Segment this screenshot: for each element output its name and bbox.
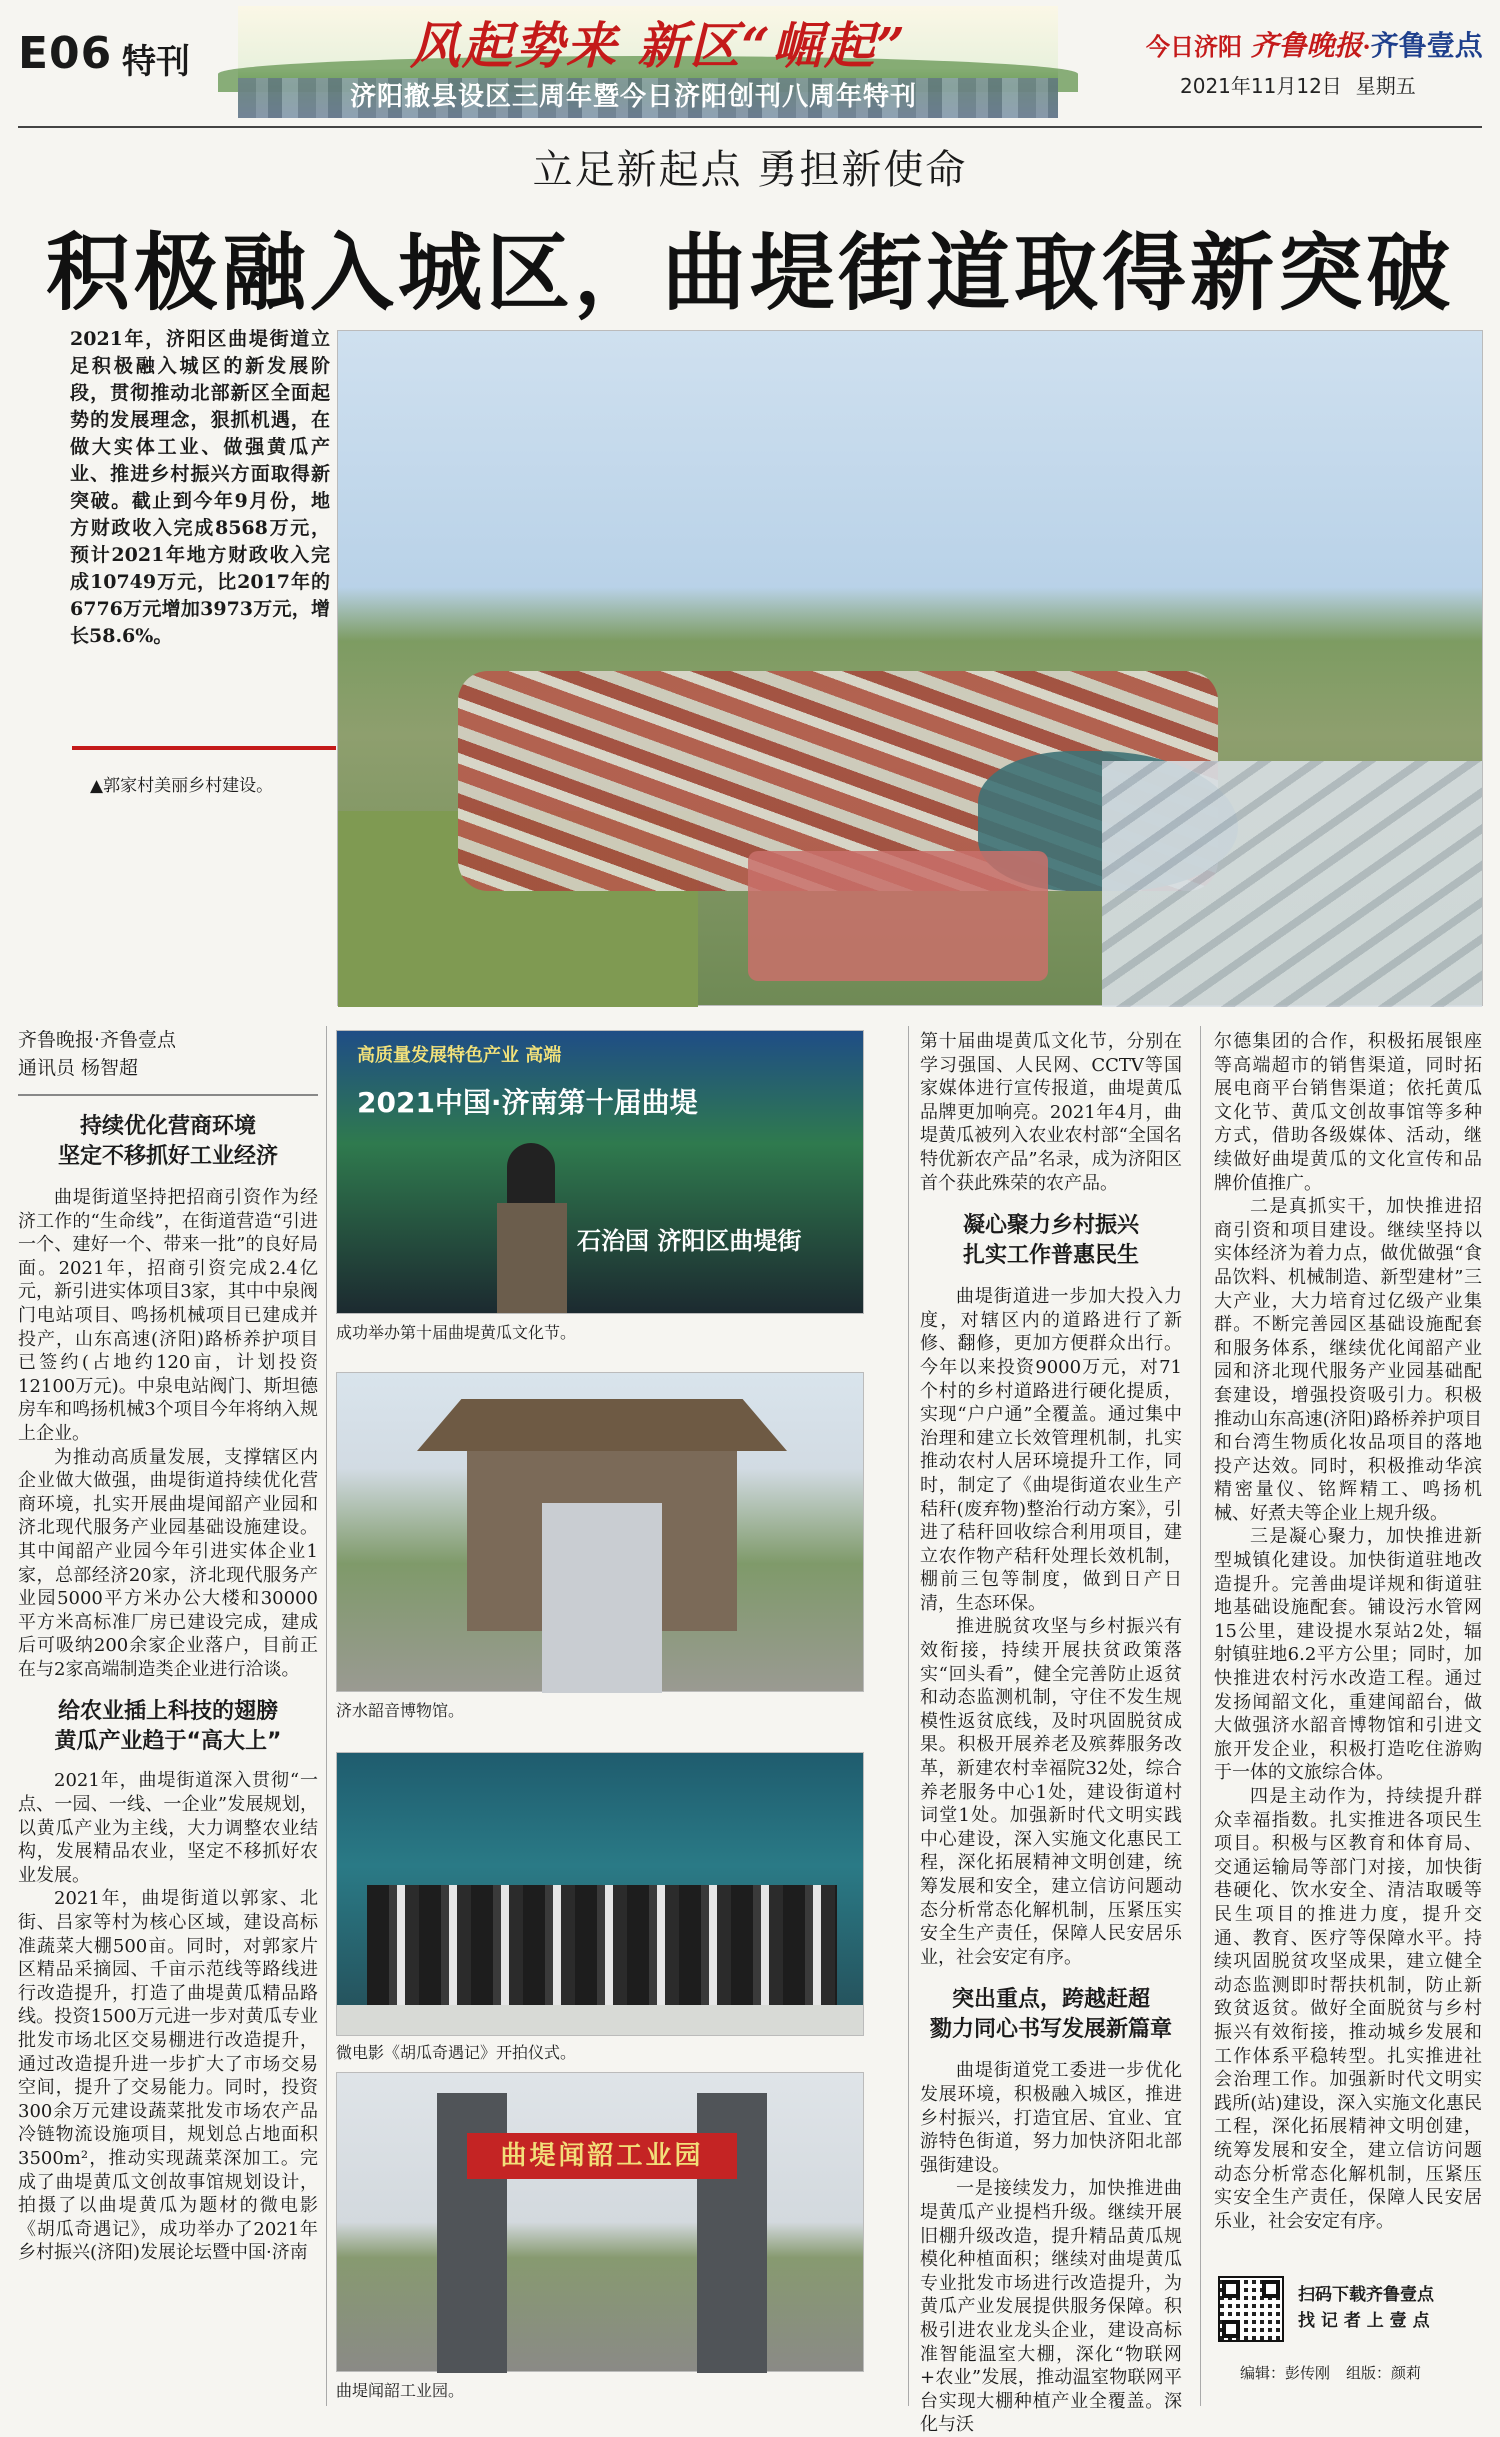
subhead-line: 坚定不移抓好工业经济 xyxy=(57,1144,278,1169)
subhead-line: 凝心聚力乡村振兴 xyxy=(962,1213,1139,1239)
qr-finder xyxy=(1222,2320,1240,2338)
subhead-rural-revival xyxy=(920,1211,1182,1271)
byline-outlet: 齐鲁晚报·齐鲁壹点 xyxy=(18,1029,177,1051)
screen-text-title: 2021中国·济南第十届曲堤 xyxy=(357,1086,698,1119)
column-divider xyxy=(908,1026,909,2406)
weekday-text: 星期五 xyxy=(1355,74,1416,98)
byline-reporter: 通讯员 杨智超 xyxy=(18,1057,139,1079)
column-divider xyxy=(1200,1026,1201,2406)
photo-caption: 济水韶音博物馆。 xyxy=(336,1701,465,1720)
article-paragraph: 推进脱贫攻坚与乡村振兴有效衔接，持续开展扶贫政策落实“回头看”，健全完善防止返贫和动态监测机制，守住不发生规模性返贫底线，及时巩固脱贫成果。积极开展养老及殡葬服务改革，新建农村幸福院32处，综合养老服务中心1处，建设街道村词堂1处。加强新时代文明实践中心建设，深入实施文化惠民工程，深化拓展精神文明创建，统筹发展和安全，建立信访问题动态分析常态化解机制，压紧压实安全生产责任，保障人民安居乐业，社会安定有序。 xyxy=(920,1616,1182,1968)
qr-prompt-line: 找 记 者 上 壹 点 xyxy=(1298,2311,1430,2331)
film-ceremony-photo xyxy=(336,1752,864,2036)
banner-subtitle: 济阳撤县设区三周年暨今日济阳创刊八周年特刊 xyxy=(350,82,918,112)
qr-finder xyxy=(1222,2280,1240,2298)
byline-rule xyxy=(18,1094,318,1096)
layout-editor-name: 组版：颜莉 xyxy=(1346,2364,1422,2382)
brand-qilu-evening: 齐鲁晚报 xyxy=(1250,29,1363,62)
publish-date xyxy=(1180,70,1416,99)
screen-text-top: 高质量发展特色产业 高端 xyxy=(357,1045,562,1066)
subhead-line: 扎实工作普惠民生 xyxy=(962,1243,1139,1269)
banner-slogan: 风起势来 新区“崛起” xyxy=(410,16,907,75)
byline xyxy=(18,1026,318,1082)
subhead-business-env xyxy=(18,1112,318,1172)
stage-floor xyxy=(337,2005,863,2035)
photo-caption: 成功举办第十届曲堤黄瓜文化节。 xyxy=(336,1323,577,1342)
gate-opening xyxy=(542,1503,662,1693)
park-sign: 曲堤闻韶工业园 xyxy=(467,2133,737,2179)
date-text: 2021年11月12日 xyxy=(1180,74,1342,98)
photo-caption: 微电影《胡瓜奇遇记》开拍仪式。 xyxy=(336,2043,577,2062)
column-divider xyxy=(326,1026,327,2406)
editor-name: 编辑：彭传刚 xyxy=(1240,2364,1331,2382)
qr-finder xyxy=(1262,2280,1280,2298)
article-paragraph: 曲堤街道党工委进一步优化发展环境，积极融入城区，推进乡村振兴，打造宜居、宜业、宜游特色街道，努力加快济阳北部强街建设。 xyxy=(920,2060,1182,2176)
article-paragraph: 曲堤街道进一步加大投入力度，对辖区内的道路进行了新修、翻修，更加方便群众出行。今年以来投资9000万元，对71个村的乡村道路进行硬化提质，实现“户户通”全覆盖。通过集中治理和建立长效管理机制，扎实推动农村人居环境提升工作，同时，制定了《曲堤街道农业生产秸秆(废弃物)整治行动方案》，引进了秸秆回收综合利用项目，建立农作物产秸秆处理长效机制，棚前三包等制度，做到日产日清，生态环保。 xyxy=(920,1286,1182,1614)
article-paragraph: 尔德集团的合作，积极拓展银座等高端超市的销售渠道，同时拓展电商平台销售渠道；依托黄瓜文化节、黄瓜文创故事馆等多种方式，借助各级媒体、活动，继续做好曲堤黄瓜的文化宣传和品牌价值推广。 xyxy=(1214,1031,1482,1194)
article-paragraph: 第十届曲堤黄瓜文化节，分别在学习强国、人民网、CCTV等国家媒体进行宣传报道，曲堤黄瓜品牌更加响亮。2021年4月，曲堤黄瓜被列入农业农村部“全国名特优新农产品”名录，成为济阳区首个获此殊荣的农产品。 xyxy=(920,1031,1182,1194)
subhead-line: 持续优化营商环境 xyxy=(79,1114,256,1139)
article-paragraph: 曲堤街道坚持把招商引资作为经济工作的“生命线”，在街道营造“引进一个、建好一个、带来一批”的良好局面。2021年，招商引资完成2.4亿元，新引进实体项目3家，其中中泉阀门电站项目、鸣扬机械项目已建成并投产，山东高速(济阳)路桥养护项目已签约(占地约120亩，计划投资12100万元)。中泉电站阀门、斯坦德房车和鸣扬机械3个项目今年将纳入规上企业。 xyxy=(18,1187,318,1444)
qr-prompt-line: 扫码下载齐鲁壹点 xyxy=(1298,2285,1434,2305)
page-number: E06 xyxy=(18,28,113,79)
screen-text-bottom: 石治国 济阳区曲堤街 xyxy=(577,1227,802,1255)
qr-prompt xyxy=(1298,2282,1482,2334)
gate-roof xyxy=(417,1399,787,1451)
museum-gate-photo xyxy=(336,1372,864,1692)
subhead-agriculture xyxy=(18,1697,318,1757)
article-paragraph: 一是接续发力，加快推进曲堤黄瓜产业提档升级。继续开展旧棚升级改造，提升精品黄瓜规模化种植面积；继续对曲堤黄瓜专业批发市场进行改造提升，为黄瓜产业发展提供服务保障。积极引进农业龙头企业，建设高标准智能温室大棚，深化“物联网+农业”发展，推动温室物联网平台实现大棚种植产业全覆盖。深化与沃 xyxy=(920,2178,1182,2436)
village-aerial-photo xyxy=(337,330,1483,1006)
article-paragraph: 四是主动作为，持续提升群众幸福指数。扎实推进各项民生项目。积极与区教育和体育局、交通运输局等部门对接，加快街巷硬化、饮水安全、清洁取暖等民生项目的推进力度，提升交通、教育、医疗等保障水平。持续巩固脱贫攻坚成果，建立健全动态监测即时帮扶机制，防止新致贫返贫。做好全面脱贫与乡村振兴有效衔接，推动城乡发展和工作体系平稳转型。扎实推进社会治理工作。加强新时代文明实践所(站)建设，深入实施文化惠民工程，深化拓展精神文明创建，统筹发展和安全，建立信访问题动态分析常态化解机制，压紧压实安全生产责任，保障人民安居乐业，社会安定有序。 xyxy=(1214,1786,1482,2232)
header-rule xyxy=(18,126,1482,128)
column-1 xyxy=(18,1112,318,2265)
lead-paragraph: 2021年，济阳区曲堤街道立足积极融入城区的新发展阶段，贯彻推动北部新区全面起势的发展理念，狠抓机遇，在做大实体工业、做强黄瓜产业、推进乡村振兴方面取得新突破。截止到今年9月份，地方财政收入完成8568万元，预计2021年地方财政收入完成10749万元，比2017年的6776万元增加3973万元，增长58.6%。 xyxy=(70,328,330,647)
lectern xyxy=(497,1203,567,1313)
subhead-development xyxy=(920,1985,1182,2045)
subhead-line: 突出重点，跨越赶超 xyxy=(951,1987,1150,2013)
main-headline: 积极融入城区，曲堤街道取得新突破 xyxy=(45,223,1454,322)
kicker-headline: 立足新起点 勇担新使命 xyxy=(532,147,968,193)
article-paragraph: 二是真抓实干，加快推进招商引资和项目建设。继续坚持以实体经济为着力点，做优做强“食品饮料、机械制造、新型建材”三大产业，大力培育过亿级产业集群。不断完善园区基础设施配套和服务体系，继续优化闻韶产业园和济北现代服务产业园基础配套建设，增强投资吸引力。积极推动山东高速(济阳)路桥养护项目和台湾生物质化妆品项目的落地投产达效。同时，积极推动华滨精密量仪、铭辉精工、鸣扬机械、好煮夫等企业上规升级。 xyxy=(1214,1196,1482,1524)
culture-festival-photo xyxy=(336,1030,864,1314)
column-4 xyxy=(1214,1030,1482,2233)
subhead-line: 黄瓜产业趋于“高大上” xyxy=(54,1729,282,1755)
article-paragraph: 为推动高质量发展，支撑辖区内企业做大做强，曲堤街道持续优化营商环境，扎实开展曲堤闻韶产业园和济北现代服务产业园基础设施建设。其中闻韶产业园今年引进实体企业1家，总部经济20家，济北现代服务产业园5000平方米办公大楼和30000平方米高标准厂房已建设完成，建成后可吸纳200余家企业落户，目前正在与2家高端制造类企业进行洽谈。 xyxy=(18,1446,318,1680)
speaker xyxy=(507,1143,555,1203)
main-photo-caption: ▲郭家村美丽乡村建设。 xyxy=(90,776,274,796)
article-paragraph: 2021年，曲堤街道以郭家、北街、吕家等村为核心区域，建设高标准蔬菜大棚500亩。同时，对郭家片区精品采摘园、千亩示范线等路线进行改造提升，打造了曲堤黄瓜精品路线。投资1500万元进一步对黄瓜专业批发市场北区交易棚进行改造提升，通过改造提升进一步扩大了市场交易空间，提升了交易能力。同时，投资300余万元建设蔬菜批发市场农产品冷链物流设施项目，规划总占地面积3500m²，推动实现蔬菜深加工。完成了曲堤黄瓜文创故事馆规划设计，拍摄了以曲堤黄瓜为题材的微电影《胡瓜奇遇记》，成功举办了2021年乡村振兴(济阳)发展论坛暨中国·济南 xyxy=(18,1888,318,2264)
photo-caption: 曲堤闻韶工业园。 xyxy=(336,2381,465,2400)
brand-jiyang: 今日济阳 xyxy=(1146,32,1242,61)
qr-code[interactable] xyxy=(1218,2276,1284,2342)
editor-credits xyxy=(1240,2362,1437,2383)
masthead-brand: 今日济阳 齐鲁晚报·齐鲁壹点 xyxy=(1146,29,1483,62)
village-plaza xyxy=(748,851,1048,981)
brand-qilu-yidian: 齐鲁壹点 xyxy=(1370,29,1483,62)
industrial-park-photo xyxy=(336,2072,864,2372)
article-paragraph: 2021年，曲堤街道深入贯彻“一点、一园、一线、一企业”发展规划，以黄瓜产业为主线，大力调整农业结构，发展精品农业，坚定不移抓好农业发展。 xyxy=(18,1770,318,1886)
section-label: 特刊 xyxy=(122,42,190,82)
subhead-line: 给农业插上科技的翅膀 xyxy=(57,1699,278,1725)
column-3 xyxy=(920,1030,1182,2437)
lead-red-bar xyxy=(72,746,336,750)
greenhouses xyxy=(1102,761,1482,1007)
subhead-line: 勠力同心书写发展新篇章 xyxy=(929,2017,1172,2043)
article-paragraph: 三是凝心聚力，加快推进新型城镇化建设。加快街道驻地改造提升。完善曲堤详规和街道驻地基础设施配套。铺设污水管网15公里，建设提水泵站2处，辐射镇驻地6.2平方公里；同时，加快推进农村污水改造工程。通过发扬闻韶文化，重建闻韶台，做大做强济水韶音博物馆和引进文旅开发企业，积极打造吃住游购于一体的文旅综合体。 xyxy=(1214,1526,1482,1784)
ceremony-group xyxy=(367,1885,837,2005)
